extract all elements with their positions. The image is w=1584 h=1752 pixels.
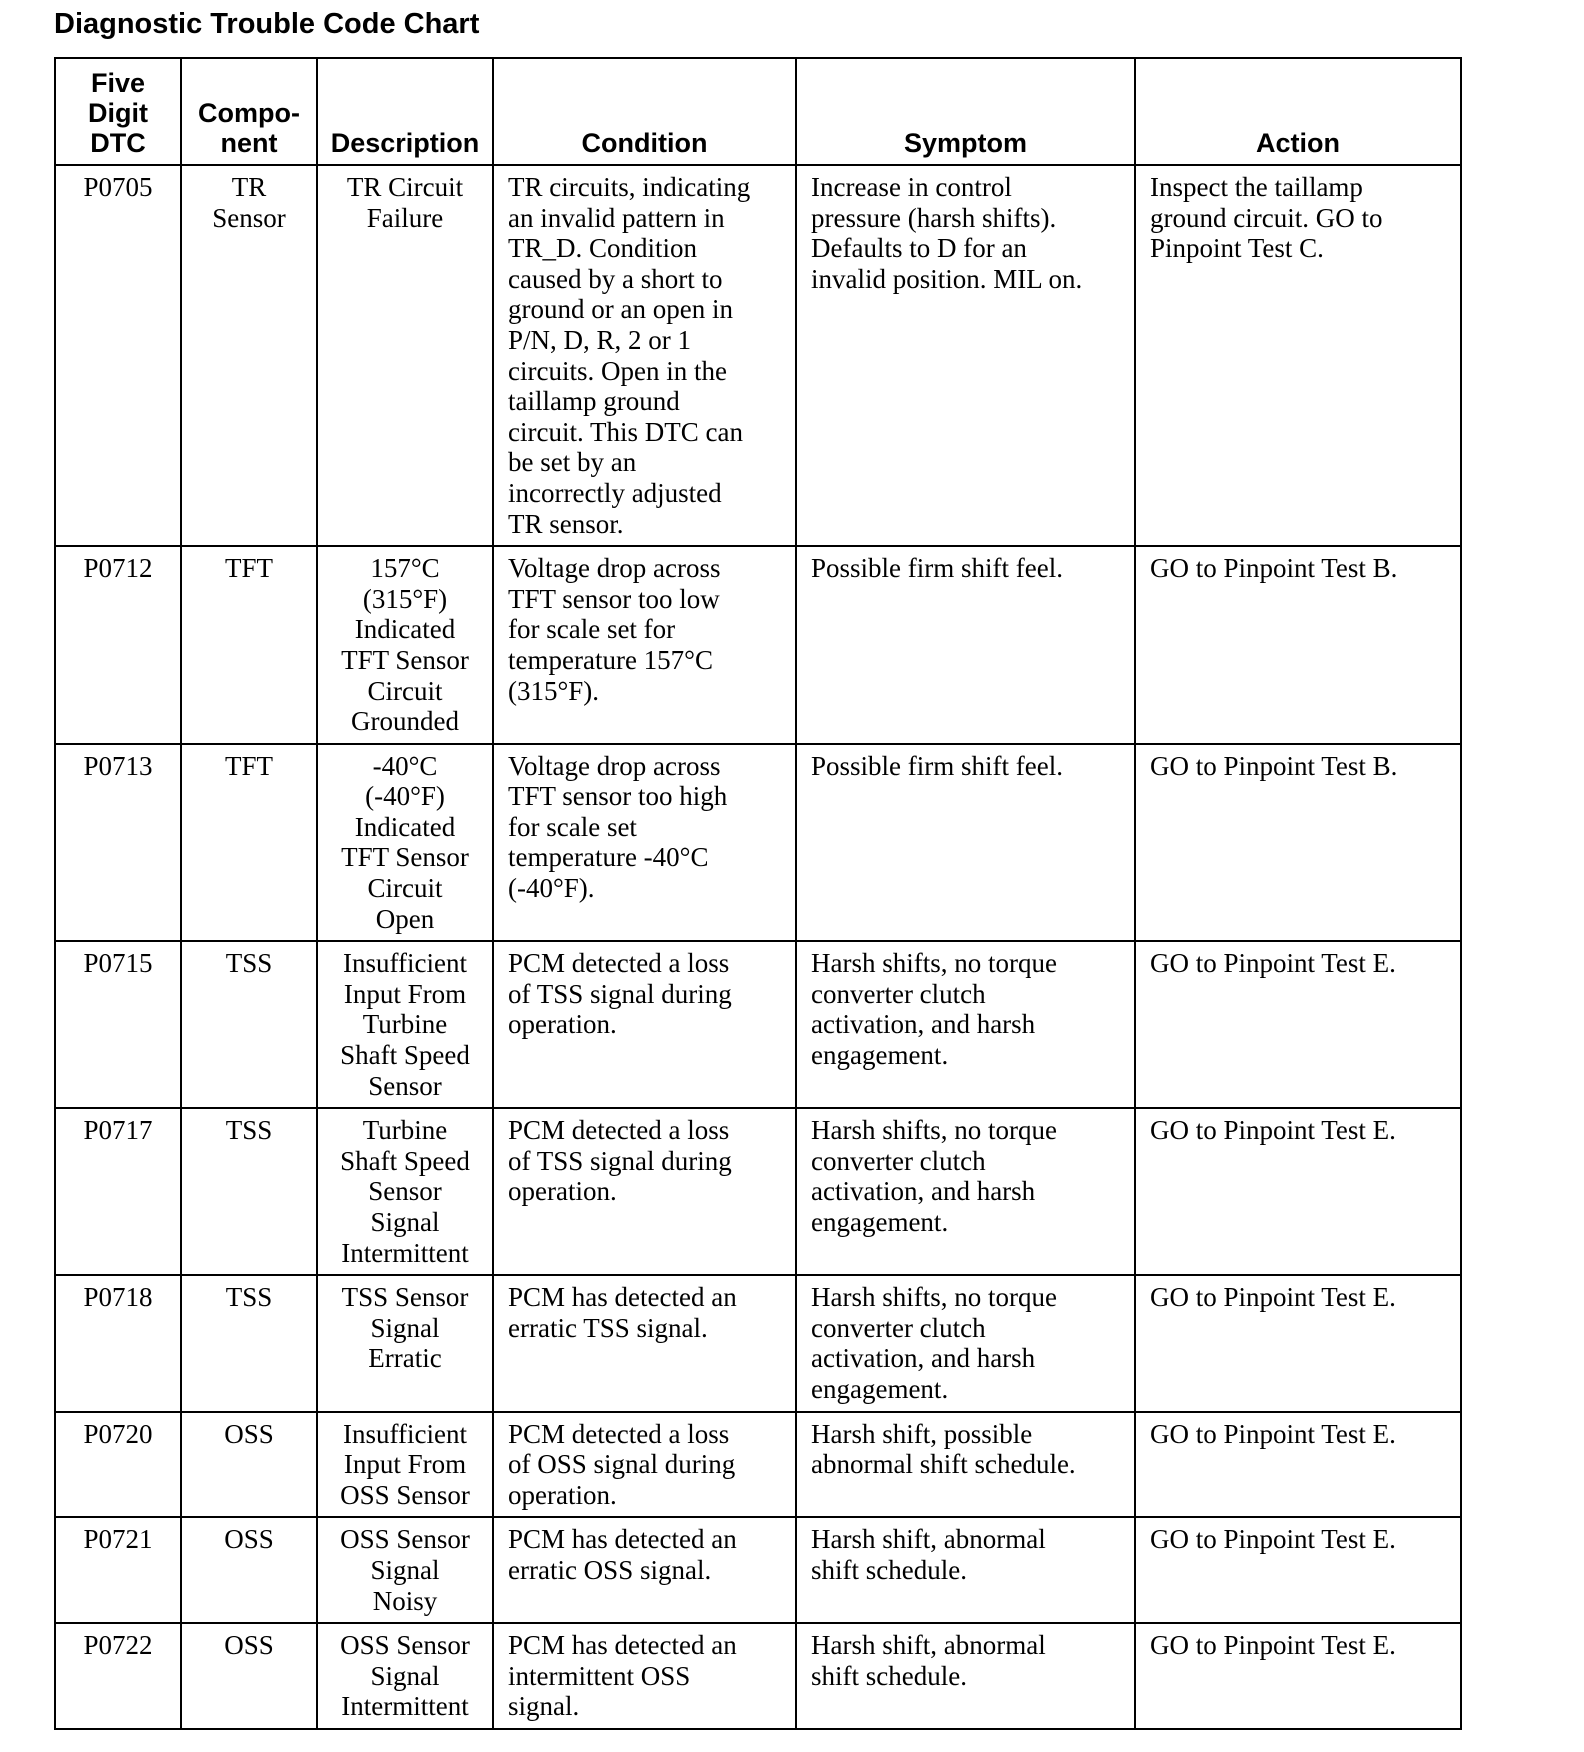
condition-cell: TR circuits, indicating an invalid pattern in TR_D. Condition caused by a short to ground or an open in P/N, D, R, 2 or 1 circuits. Open in the taillamp ground circuit. This DTC can be set by an incorrectly adjusted TR sensor. <box>493 165 796 546</box>
action-cell: Inspect the taillamp ground circuit. GO to Pinpoint Test C. <box>1135 165 1461 546</box>
condition-cell: PCM detected a loss of TSS signal during operation. <box>493 1108 796 1275</box>
action-cell: GO to Pinpoint Test E. <box>1135 1623 1461 1729</box>
dtc-table <box>54 57 1462 1730</box>
table-body <box>55 165 1461 1729</box>
table-row <box>55 1275 1461 1411</box>
header-symptom: Symptom <box>796 58 1135 165</box>
header-action: Action <box>1135 58 1461 165</box>
dtc-code-cell: P0717 <box>55 1108 181 1275</box>
action-cell: GO to Pinpoint Test B. <box>1135 546 1461 744</box>
symptom-cell: Harsh shifts, no torque converter clutch activation, and harsh engagement. <box>796 1275 1135 1411</box>
condition-cell: Voltage drop across TFT sensor too high for scale set temperature -40°C (-40°F). <box>493 744 796 942</box>
table-row <box>55 165 1461 546</box>
component-cell: OSS <box>181 1623 317 1729</box>
condition-cell: PCM detected a loss of OSS signal during operation. <box>493 1412 796 1518</box>
action-cell: GO to Pinpoint Test E. <box>1135 1275 1461 1411</box>
table-row <box>55 1412 1461 1518</box>
component-cell: TR Sensor <box>181 165 317 546</box>
table-row <box>55 1517 1461 1623</box>
action-cell: GO to Pinpoint Test E. <box>1135 941 1461 1108</box>
action-cell: GO to Pinpoint Test B. <box>1135 744 1461 942</box>
component-cell: TSS <box>181 1275 317 1411</box>
component-cell: OSS <box>181 1517 317 1623</box>
symptom-cell: Possible firm shift feel. <box>796 546 1135 744</box>
dtc-code-cell: P0721 <box>55 1517 181 1623</box>
condition-cell: PCM has detected an intermittent OSS signal. <box>493 1623 796 1729</box>
header-code: Five Digit DTC <box>55 58 181 165</box>
table-row <box>55 1108 1461 1275</box>
description-cell: 157°C (315°F) Indicated TFT Sensor Circuit Grounded <box>317 546 493 744</box>
component-cell: TFT <box>181 744 317 942</box>
description-cell: TSS Sensor Signal Erratic <box>317 1275 493 1411</box>
condition-cell: PCM has detected an erratic OSS signal. <box>493 1517 796 1623</box>
table-row <box>55 941 1461 1108</box>
symptom-cell: Harsh shift, abnormal shift schedule. <box>796 1623 1135 1729</box>
action-cell: GO to Pinpoint Test E. <box>1135 1412 1461 1518</box>
symptom-cell: Possible firm shift feel. <box>796 744 1135 942</box>
component-cell: TFT <box>181 546 317 744</box>
component-cell: TSS <box>181 941 317 1108</box>
table-row <box>55 546 1461 744</box>
table-row <box>55 1623 1461 1729</box>
action-cell: GO to Pinpoint Test E. <box>1135 1108 1461 1275</box>
dtc-code-cell: P0720 <box>55 1412 181 1518</box>
dtc-code-cell: P0718 <box>55 1275 181 1411</box>
header-component: Compo- nent <box>181 58 317 165</box>
header-condition: Condition <box>493 58 796 165</box>
action-cell: GO to Pinpoint Test E. <box>1135 1517 1461 1623</box>
symptom-cell: Increase in control pressure (harsh shifts). Defaults to D for an invalid position. MIL on. <box>796 165 1135 546</box>
component-cell: OSS <box>181 1412 317 1518</box>
description-cell: Insufficient Input From Turbine Shaft Speed Sensor <box>317 941 493 1108</box>
table-row <box>55 744 1461 942</box>
description-cell: OSS Sensor Signal Noisy <box>317 1517 493 1623</box>
table-header-row <box>55 58 1461 165</box>
dtc-code-cell: P0705 <box>55 165 181 546</box>
description-cell: OSS Sensor Signal Intermittent <box>317 1623 493 1729</box>
dtc-code-cell: P0722 <box>55 1623 181 1729</box>
dtc-code-cell: P0713 <box>55 744 181 942</box>
component-cell: TSS <box>181 1108 317 1275</box>
symptom-cell: Harsh shift, possible abnormal shift schedule. <box>796 1412 1135 1518</box>
description-cell: Turbine Shaft Speed Sensor Signal Intermittent <box>317 1108 493 1275</box>
symptom-cell: Harsh shift, abnormal shift schedule. <box>796 1517 1135 1623</box>
symptom-cell: Harsh shifts, no torque converter clutch activation, and harsh engagement. <box>796 941 1135 1108</box>
description-cell: TR Circuit Failure <box>317 165 493 546</box>
condition-cell: PCM has detected an erratic TSS signal. <box>493 1275 796 1411</box>
condition-cell: Voltage drop across TFT sensor too low for scale set for temperature 157°C (315°F). <box>493 546 796 744</box>
dtc-code-cell: P0712 <box>55 546 181 744</box>
page-title: Diagnostic Trouble Code Chart <box>54 8 480 40</box>
header-description: Description <box>317 58 493 165</box>
description-cell: Insufficient Input From OSS Sensor <box>317 1412 493 1518</box>
description-cell: -40°C (-40°F) Indicated TFT Sensor Circuit Open <box>317 744 493 942</box>
dtc-code-cell: P0715 <box>55 941 181 1108</box>
condition-cell: PCM detected a loss of TSS signal during operation. <box>493 941 796 1108</box>
symptom-cell: Harsh shifts, no torque converter clutch activation, and harsh engagement. <box>796 1108 1135 1275</box>
